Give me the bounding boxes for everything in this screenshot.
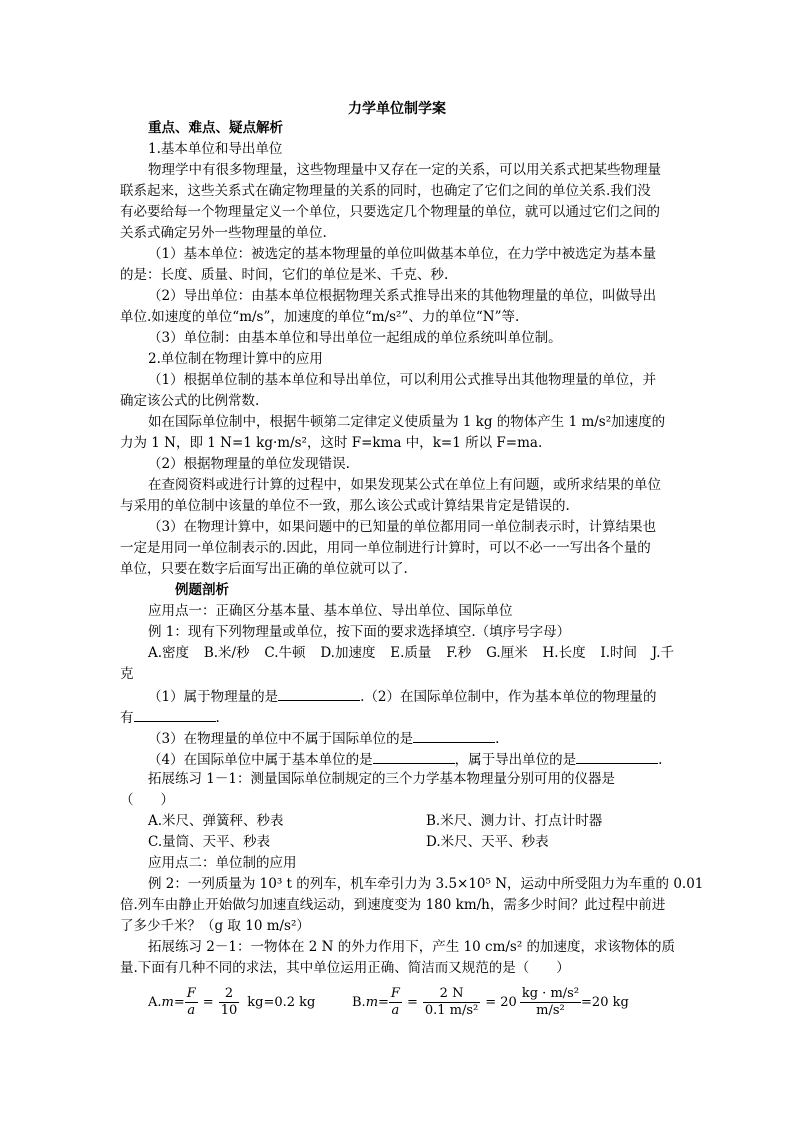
example-1-question-1: [148, 686, 656, 706]
paragraph-line: 单位.如速度的单位“m/s”，加速度的单位“m/s²”、力的单位“N”等.: [120, 309, 520, 325]
list-item: B.米/秒: [203, 645, 250, 661]
paragraph-line: （3）在物理计算中，如果问题中的已知量的单位都用同一单位制表示时，计算结果也: [148, 519, 657, 535]
subheading-unit-system-application: 2.单位制在物理计算中的应用: [148, 351, 323, 367]
paragraph-line: 一定是用同一单位制表示的.因此，用同一单位制进行计算时，可以不必一一写出各个量的: [120, 540, 651, 556]
result: kg=0.2 kg: [247, 994, 316, 1010]
list-item: 克: [120, 666, 134, 682]
paragraph-line: 确定该公式的比例常数.: [120, 393, 260, 409]
operator: = 20: [485, 994, 517, 1010]
example-1-stem: 例 1：现有下列物理量或单位，按下面的要求选择填空.（填序号字母）: [148, 624, 571, 640]
question-text: .: [658, 752, 663, 768]
question-text: .: [495, 731, 500, 747]
paragraph-line: （2）导出单位：由基本单位根据物理关系式推导出来的其他物理量的单位，叫做导出: [148, 288, 657, 304]
option-label: B.: [352, 994, 366, 1010]
paragraph-line: 与采用的单位制中该量的单位不一致，那么该公式或计算结果肯定是错误的.: [120, 498, 570, 514]
paragraph-line: 单位，只要在数字后面写出正确的单位就可以了.: [120, 561, 408, 577]
option-c: C.量筒、天平、秒表: [148, 834, 271, 850]
extension-1-1-stem: 拓展练习 1－1：测量国际单位制规定的三个力学基本物理量分别可用的仪器是: [148, 771, 615, 787]
operator: =: [202, 994, 214, 1010]
example-2-line: 例 2：一列质量为 10³ t 的列车，机车牵引力为 3.5×10⁵ N，运动中所受阻力为车重的 0.01: [148, 876, 704, 892]
paragraph-line: 关系式确定另外一些物理量的单位.: [120, 225, 327, 241]
answer-blank[interactable]: [134, 707, 216, 722]
list-item: G.厘米: [486, 645, 528, 661]
question-text: （1）属于物理量的是: [148, 689, 279, 705]
variable: m: [161, 994, 174, 1010]
operator: =: [173, 994, 185, 1010]
list-item: D.加速度: [320, 645, 376, 661]
operator: =: [378, 994, 389, 1010]
fraction: [520, 986, 581, 1019]
fraction: [185, 986, 198, 1019]
option-d: D.米尺、天平、秒表: [426, 834, 549, 850]
question-text: .（2）在国际单位制中，作为基本单位的物理量的: [360, 689, 657, 705]
example-1-question-3: [148, 728, 499, 748]
list-item: E.质量: [390, 645, 432, 661]
paragraph-line: 联系起来，这些关系式在确定物理量的关系的同时，也确定了它们之间的单位关系.我们没: [120, 183, 651, 199]
list-item: A.密度: [148, 645, 190, 661]
list-item: J.千: [651, 645, 674, 661]
paragraph-line: 在查阅资料或进行计算的过程中，如果发现某公式在单位上有问题，或所求结果的单位: [148, 477, 661, 493]
example-2-line: 了多少千米？（g 取 10 m/s²）: [120, 918, 310, 934]
paragraph-line: 如在国际单位制中，根据牛顿第二定律定义使质量为 1 kg 的物体产生 1 m/s²加速度的: [148, 414, 666, 430]
operator: =: [406, 994, 418, 1010]
question-text: ，属于导出单位的是: [454, 752, 577, 768]
paragraph-line: 有必要给每一个物理量定义一个单位，只要选定几个物理量的单位，就可以通过它们之间的: [120, 204, 660, 220]
application-point-1: 应用点一：正确区分基本量、基本单位、导出单位、国际单位: [148, 603, 513, 619]
numerator: F: [186, 985, 196, 1001]
answer-blank[interactable]: [278, 686, 360, 701]
fraction: [389, 986, 402, 1019]
numerator: 2: [219, 986, 240, 1003]
example-1-question-4: [148, 749, 662, 769]
paragraph-line: （2）根据物理量的单位发现错误.: [148, 456, 350, 472]
denominator: a: [187, 1002, 196, 1018]
example-1-items: [148, 644, 674, 662]
section-heading-examples: 例题剖析: [175, 582, 229, 598]
numerator: 2 N: [423, 986, 480, 1003]
question-text: （4）在国际单位中属于基本单位的是: [148, 752, 373, 768]
list-item: H.长度: [542, 645, 586, 661]
denominator: m/s²: [536, 1002, 565, 1018]
answer-blank[interactable]: [413, 728, 495, 743]
paragraph-line: 物理学中有很多物理量，这些物理量中又存在一定的关系，可以用关系式把某些物理量: [148, 162, 661, 178]
denominator: 0.1 m/s²: [424, 1002, 479, 1018]
question-text: .: [215, 710, 220, 726]
option-b: B.米尺、测力计、打点计时器: [426, 813, 603, 829]
extension-2-1-line: 量.下面有几种不同的求法，其中单位运用正确、简洁而又规范的是（ ）: [120, 960, 570, 976]
variable: m: [365, 994, 379, 1010]
list-item: F.秒: [446, 645, 472, 661]
numerator: kg · m/s²: [521, 985, 580, 1001]
fraction: [423, 986, 480, 1019]
section-heading-key-points: 重点、难点、疑点解析: [148, 120, 283, 136]
option-a: A.米尺、弹簧秤、秒表: [148, 813, 284, 829]
option-label: A.: [148, 994, 162, 1010]
formula-option-a: [148, 980, 315, 1024]
denominator: 10: [220, 1002, 238, 1018]
paragraph-line: （1）根据单位制的基本单位和导出单位，可以利用公式推导出其他物理量的单位，并: [148, 372, 657, 388]
answer-paren: （ ）: [120, 792, 174, 808]
question-text: （3）在物理量的单位中不属于国际单位的是: [148, 731, 414, 747]
document-title: 力学单位制学案: [348, 101, 446, 117]
denominator: a: [391, 1002, 400, 1018]
fraction: [219, 986, 240, 1019]
paragraph-line: 力为 1 N，即 1 N=1 kg·m/s²，这时 F=kma 中，k=1 所以 F=ma.: [120, 435, 543, 451]
answer-blank[interactable]: [576, 749, 658, 764]
example-1-question-2: [120, 707, 220, 727]
paragraph-line: 的是：长度、质量、时间，它们的单位是米、千克、秒.: [120, 267, 449, 283]
formula-option-b: [352, 980, 629, 1024]
list-item: C.牛顿: [264, 645, 306, 661]
subheading-basic-derived-units: 1.基本单位和导出单位: [148, 141, 283, 157]
question-text: 有: [120, 710, 134, 726]
answer-blank[interactable]: [373, 749, 455, 764]
numerator: F: [390, 985, 400, 1001]
example-2-line: 倍.列车由静止开始做匀加速直线运动，到速度变为 180 km/h，需多少时间？此过程中前进: [120, 897, 666, 913]
list-item: I.时间: [600, 645, 637, 661]
result: =20 kg: [581, 994, 629, 1010]
paragraph-line: （3）单位制：由基本单位和导出单位一起组成的单位系统叫单位制。: [148, 330, 562, 346]
paragraph-line: （1）基本单位：被选定的基本物理量的单位叫做基本单位，在力学中被选定为基本量: [148, 246, 657, 262]
extension-2-1-line: 拓展练习 2－1：一物体在 2 N 的外力作用下，产生 10 cm/s² 的加速度，求该物体的质: [148, 939, 676, 955]
application-point-2: 应用点二：单位制的应用: [148, 855, 297, 871]
